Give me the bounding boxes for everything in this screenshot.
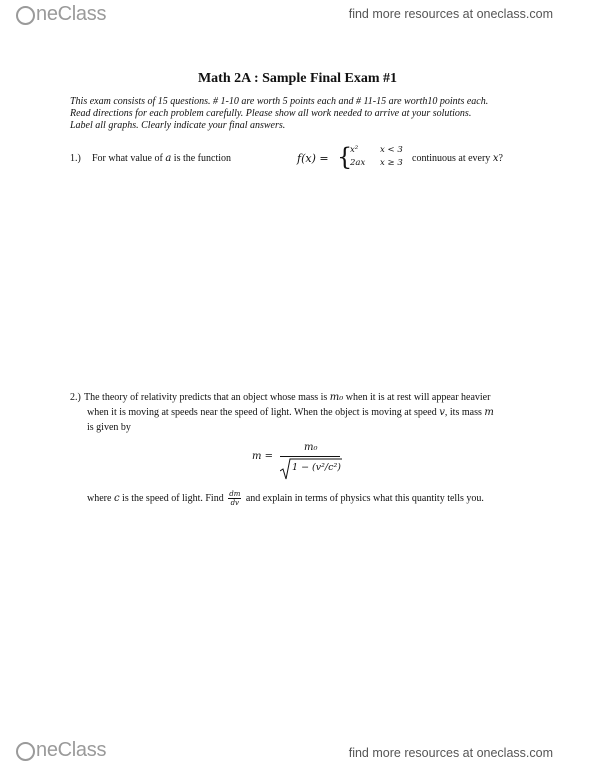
question-2-line-1 <box>84 392 490 403</box>
question-1-tail <box>412 153 503 164</box>
exam-instructions <box>70 96 540 132</box>
stem-text: is the function <box>173 153 232 164</box>
case-2-expression: 2ax <box>350 158 366 168</box>
question-1-stem <box>92 153 231 164</box>
variable-m0: m₀ <box>329 392 344 403</box>
formula-numerator: m₀ <box>304 442 318 453</box>
fraction-bar <box>280 456 340 457</box>
stem-text: For what value of <box>92 153 163 164</box>
exam-title: Math 2A : Sample Final Exam #1 <box>197 71 398 86</box>
brand-text: neClass <box>36 739 107 761</box>
oneclass-logo <box>16 3 106 26</box>
derivative-dm-dv <box>228 490 241 507</box>
function-label: f(x) = <box>297 152 329 165</box>
instruction-line: Label all graphs. Clearly indicate your final answers. <box>70 120 286 131</box>
stem-text: continuous at every <box>412 153 491 164</box>
stem-text: where <box>87 492 112 504</box>
formula-denominator: 1 − (v²/c²) <box>292 462 341 473</box>
variable-c: c <box>113 492 120 504</box>
piecewise-function <box>297 145 427 173</box>
question-2-line-3: is given by <box>87 422 131 433</box>
mass-formula <box>252 443 372 483</box>
instruction-line: Read directions for each problem carefully. Please show all work needed to arrive at your solutions. <box>70 108 472 119</box>
variable-a: a <box>165 153 172 164</box>
case-1-condition: x < 3 <box>380 145 403 155</box>
question-2-line-2 <box>87 407 494 418</box>
oneclass-o-icon <box>16 6 35 25</box>
formula-lhs: m = <box>252 451 274 462</box>
header-resources-link[interactable]: find more resources at oneclass.com <box>348 7 553 21</box>
variable-m: m <box>484 407 494 418</box>
case-2-condition: x ≥ 3 <box>380 158 403 168</box>
stem-text: , its mass <box>444 407 482 418</box>
oneclass-logo-footer <box>16 739 106 762</box>
stem-text: when it is at rest will appear heavier <box>345 392 491 403</box>
variable-x: x <box>492 153 499 164</box>
question-1 <box>70 145 550 175</box>
case-1-expression: x² <box>350 145 359 155</box>
stem-text: is the speed of light. Find <box>122 492 224 504</box>
stem-text: The theory of relativity predicts that an object whose mass is <box>84 392 328 403</box>
stem-text: when it is moving at speeds near the speed of light. When the object is moving at speed <box>87 407 437 418</box>
stem-text: and explain in terms of physics what this quantity tells you. <box>245 492 484 504</box>
derivative-numerator: dm <box>229 490 241 498</box>
question-mark: ? <box>498 153 503 164</box>
instruction-line: This exam consists of 15 questions. # 1-10 are worth 5 points each and # 11-15 are worth10 points each. <box>70 96 489 107</box>
derivative-denominator: dv <box>230 499 239 507</box>
question-2-task <box>87 490 484 507</box>
brand-text: neClass <box>36 3 107 25</box>
question-number: 2.) <box>70 392 81 403</box>
left-brace: { <box>337 143 353 171</box>
question-number: 1.) <box>70 153 81 164</box>
footer-resources-link[interactable]: find more resources at oneclass.com <box>348 746 553 760</box>
variable-v: v <box>439 407 445 418</box>
oneclass-o-icon <box>16 742 35 761</box>
